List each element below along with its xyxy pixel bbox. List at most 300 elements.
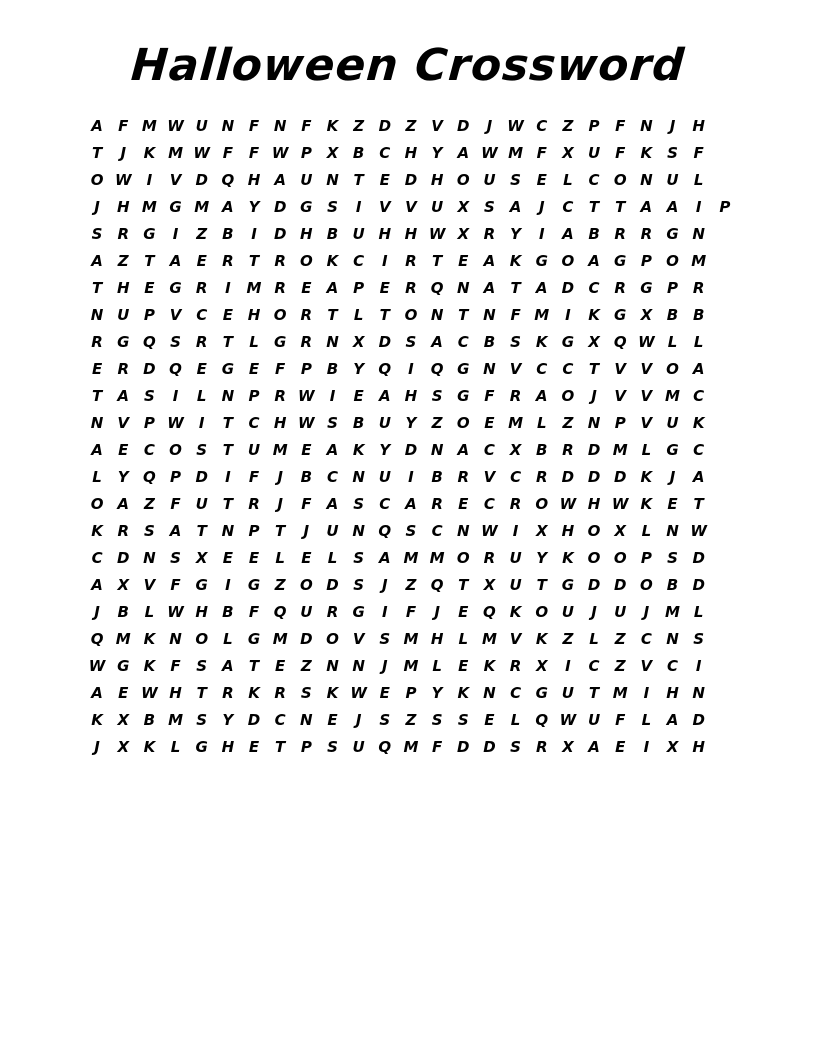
grid-letter: C bbox=[562, 198, 574, 216]
grid-letter: V bbox=[352, 630, 365, 648]
grid-letter: E bbox=[222, 306, 233, 324]
grid-letter: C bbox=[143, 441, 155, 459]
grid-letter: J bbox=[303, 522, 310, 540]
grid-letter: J bbox=[669, 117, 676, 135]
grid-letter: H bbox=[692, 117, 705, 135]
grid-letter: T bbox=[222, 333, 233, 351]
grid-letter: P bbox=[300, 144, 312, 162]
grid-letter: R bbox=[274, 252, 286, 270]
grid-letter: X bbox=[117, 711, 130, 729]
grid-letter: C bbox=[483, 441, 495, 459]
grid-letter: X bbox=[326, 144, 339, 162]
grid-letter: L bbox=[92, 468, 102, 486]
grid-letter: R bbox=[248, 495, 260, 513]
grid-letter: Q bbox=[378, 738, 392, 756]
grid-letter: O bbox=[326, 630, 339, 648]
grid-letter: Z bbox=[614, 657, 626, 675]
grid-letter: W bbox=[88, 657, 106, 675]
grid-letter: W bbox=[193, 144, 210, 162]
grid-letter: Z bbox=[274, 576, 286, 594]
grid-letter: T bbox=[536, 576, 547, 594]
grid-letter: L bbox=[170, 738, 181, 756]
grid-letter: Q bbox=[613, 333, 627, 351]
grid-letter: L bbox=[693, 603, 704, 621]
grid-letter: H bbox=[404, 387, 418, 405]
grid-letter: S bbox=[667, 549, 678, 567]
grid-letter: H bbox=[430, 171, 444, 189]
grid-letter: B bbox=[352, 414, 365, 432]
grid-letter: E bbox=[301, 549, 312, 567]
grid-letter: F bbox=[615, 711, 626, 729]
grid-letter: J bbox=[94, 198, 100, 216]
grid-letter: H bbox=[247, 171, 261, 189]
grid-letter: O bbox=[273, 306, 287, 324]
grid-letter: X bbox=[117, 738, 130, 756]
grid-row bbox=[84, 680, 738, 707]
grid-letter: E bbox=[301, 441, 312, 459]
grid-letter: S bbox=[353, 576, 365, 594]
grid-letter: G bbox=[195, 738, 208, 756]
grid-letter: R bbox=[692, 279, 705, 297]
grid-letter: A bbox=[222, 198, 234, 216]
grid-letter: D bbox=[692, 549, 705, 567]
grid-letter: I bbox=[225, 279, 231, 297]
grid-letter: S bbox=[510, 171, 521, 189]
grid-letter: Z bbox=[614, 630, 626, 648]
grid-letter: T bbox=[327, 306, 338, 324]
grid-letter: R bbox=[509, 657, 522, 675]
grid-letter: A bbox=[535, 387, 548, 405]
grid-letter: Z bbox=[117, 252, 129, 270]
grid-letter: J bbox=[591, 387, 597, 405]
grid-letter: P bbox=[614, 414, 626, 432]
grid-letter: N bbox=[692, 684, 705, 702]
grid-letter: M bbox=[115, 630, 131, 648]
grid-letter: A bbox=[326, 441, 339, 459]
grid-letter: T bbox=[222, 441, 233, 459]
grid-letter: R bbox=[117, 522, 130, 540]
grid-letter: R bbox=[614, 225, 626, 243]
grid-letter: G bbox=[195, 576, 208, 594]
grid-letter: T bbox=[458, 306, 469, 324]
grid-letter: I bbox=[382, 252, 388, 270]
grid-letter: U bbox=[195, 117, 208, 135]
grid-letter: L bbox=[249, 333, 259, 351]
grid-letter: Q bbox=[483, 603, 496, 621]
grid-letter: F bbox=[248, 603, 260, 621]
grid-letter: O bbox=[666, 252, 679, 270]
grid-letter: Q bbox=[143, 468, 156, 486]
grid-letter: N bbox=[326, 333, 339, 351]
grid-letter: F bbox=[170, 495, 181, 513]
grid-letter: K bbox=[91, 522, 103, 540]
grid-letter: D bbox=[195, 171, 208, 189]
grid-letter: E bbox=[458, 657, 469, 675]
grid-letter: A bbox=[509, 198, 522, 216]
grid-row bbox=[84, 626, 738, 653]
grid-letter: A bbox=[91, 252, 103, 270]
grid-letter: U bbox=[509, 549, 522, 567]
grid-letter: T bbox=[510, 279, 521, 297]
grid-row bbox=[84, 437, 738, 464]
grid-letter: Q bbox=[90, 630, 104, 648]
grid-letter: E bbox=[248, 360, 260, 378]
grid-letter: S bbox=[196, 711, 208, 729]
grid-letter: M bbox=[534, 306, 550, 324]
grid-letter: Y bbox=[353, 360, 365, 378]
grid-letter: V bbox=[169, 171, 182, 189]
grid-row bbox=[84, 113, 738, 140]
grid-letter: R bbox=[457, 468, 470, 486]
grid-letter: A bbox=[483, 252, 496, 270]
grid-letter: B bbox=[222, 225, 234, 243]
grid-letter: B bbox=[352, 144, 365, 162]
grid-letter: U bbox=[326, 522, 339, 540]
grid-letter: X bbox=[535, 657, 548, 675]
grid-letter: V bbox=[640, 360, 653, 378]
grid-letter: W bbox=[559, 711, 577, 729]
grid-letter: J bbox=[538, 198, 545, 216]
grid-row bbox=[84, 464, 738, 491]
grid-letter: O bbox=[561, 387, 575, 405]
grid-letter: M bbox=[168, 144, 184, 162]
grid-letter: L bbox=[667, 333, 678, 351]
grid-letter: M bbox=[481, 630, 497, 648]
grid-letter: J bbox=[382, 657, 388, 675]
grid-letter: T bbox=[275, 738, 286, 756]
grid-letter: R bbox=[535, 468, 548, 486]
grid-letter: D bbox=[117, 549, 130, 567]
grid-letter: W bbox=[690, 522, 707, 540]
grid-letter: Y bbox=[379, 441, 391, 459]
grid-letter: K bbox=[640, 495, 653, 513]
grid-letter: P bbox=[640, 549, 652, 567]
grid-letter: L bbox=[589, 630, 599, 648]
grid-letter: D bbox=[195, 468, 208, 486]
grid-letter: H bbox=[430, 630, 444, 648]
grid-letter: T bbox=[588, 198, 600, 216]
grid-letter: C bbox=[457, 333, 469, 351]
grid-letter: S bbox=[379, 630, 391, 648]
grid-letter: L bbox=[641, 711, 652, 729]
grid-letter: R bbox=[222, 252, 234, 270]
grid-letter: Q bbox=[430, 279, 444, 297]
grid-letter: I bbox=[643, 684, 650, 702]
grid-letter: R bbox=[274, 684, 286, 702]
grid-letter: G bbox=[300, 198, 313, 216]
grid-letter: P bbox=[248, 522, 260, 540]
grid-letter: R bbox=[300, 333, 313, 351]
grid-letter: K bbox=[535, 630, 548, 648]
grid-letter: A bbox=[692, 468, 705, 486]
grid-letter: N bbox=[273, 117, 287, 135]
grid-letter: B bbox=[431, 468, 443, 486]
grid-letter: K bbox=[692, 414, 705, 432]
grid-letter: A bbox=[274, 171, 286, 189]
grid-letter: R bbox=[117, 225, 130, 243]
grid-letter: A bbox=[169, 252, 182, 270]
grid-letter: T bbox=[222, 495, 233, 513]
grid-letter: E bbox=[615, 738, 626, 756]
grid-letter: E bbox=[248, 549, 260, 567]
grid-letter: N bbox=[456, 279, 470, 297]
grid-letter: V bbox=[431, 117, 443, 135]
grid-letter: M bbox=[246, 279, 262, 297]
grid-letter: P bbox=[353, 279, 365, 297]
grid-letter: W bbox=[611, 495, 629, 513]
grid-letter: N bbox=[352, 468, 365, 486]
grid-letter: W bbox=[141, 684, 158, 702]
grid-letter: E bbox=[301, 279, 312, 297]
grid-letter: K bbox=[326, 252, 339, 270]
grid-letter: T bbox=[588, 684, 600, 702]
grid-letter: W bbox=[638, 333, 655, 351]
grid-letter: K bbox=[588, 306, 600, 324]
grid-letter: H bbox=[378, 225, 392, 243]
grid-letter: F bbox=[248, 468, 260, 486]
grid-letter: Q bbox=[430, 576, 444, 594]
grid-letter: L bbox=[693, 333, 704, 351]
grid-letter: L bbox=[510, 711, 521, 729]
grid-letter: U bbox=[247, 441, 261, 459]
grid-letter: I bbox=[329, 387, 336, 405]
grid-letter: H bbox=[587, 495, 601, 513]
grid-letter: V bbox=[614, 387, 626, 405]
grid-row bbox=[84, 707, 738, 734]
grid-letter: A bbox=[588, 738, 600, 756]
grid-letter: T bbox=[248, 252, 260, 270]
grid-letter: G bbox=[117, 657, 130, 675]
grid-letter: K bbox=[326, 117, 339, 135]
grid-letter: R bbox=[300, 306, 313, 324]
grid-letter: P bbox=[300, 738, 312, 756]
grid-letter: Y bbox=[248, 198, 260, 216]
grid-letter: U bbox=[561, 684, 574, 702]
grid-letter: Z bbox=[562, 630, 574, 648]
grid-letter: D bbox=[457, 738, 470, 756]
grid-letter: G bbox=[221, 360, 235, 378]
grid-letter: F bbox=[431, 738, 443, 756]
grid-letter: E bbox=[353, 387, 364, 405]
grid-letter: T bbox=[196, 522, 207, 540]
grid-letter: D bbox=[404, 441, 418, 459]
grid-letter: A bbox=[169, 522, 182, 540]
page-title: Halloween Crossword bbox=[129, 40, 687, 91]
grid-letter: E bbox=[275, 657, 286, 675]
grid-letter: V bbox=[483, 468, 496, 486]
grid-letter: T bbox=[196, 684, 207, 702]
grid-letter: T bbox=[379, 306, 390, 324]
grid-letter: D bbox=[613, 468, 627, 486]
grid-letter: N bbox=[221, 387, 235, 405]
grid-letter: O bbox=[535, 495, 549, 513]
grid-letter: V bbox=[640, 387, 653, 405]
grid-letter: K bbox=[640, 468, 653, 486]
grid-letter: C bbox=[196, 306, 208, 324]
grid-letter: J bbox=[355, 711, 362, 729]
grid-letter: N bbox=[666, 522, 679, 540]
grid-letter: W bbox=[559, 495, 577, 513]
grid-letter: N bbox=[352, 522, 365, 540]
grid-letter: Z bbox=[196, 225, 208, 243]
grid-letter: D bbox=[587, 441, 601, 459]
grid-letter: E bbox=[379, 171, 390, 189]
grid-letter: Z bbox=[405, 576, 417, 594]
grid-letter: E bbox=[379, 279, 390, 297]
grid-letter: S bbox=[667, 144, 678, 162]
grid-letter: N bbox=[430, 306, 444, 324]
grid-letter: C bbox=[431, 522, 443, 540]
grid-letter: V bbox=[143, 576, 156, 594]
grid-letter: B bbox=[143, 711, 156, 729]
grid-letter: V bbox=[640, 657, 653, 675]
grid-letter: F bbox=[301, 495, 312, 513]
grid-letter: T bbox=[458, 576, 469, 594]
grid-letter: O bbox=[613, 549, 627, 567]
grid-letter: S bbox=[510, 333, 521, 351]
grid-letter: U bbox=[431, 198, 444, 216]
grid-letter: O bbox=[456, 549, 470, 567]
grid-letter: I bbox=[565, 306, 571, 324]
grid-letter: T bbox=[615, 198, 626, 216]
grid-letter: M bbox=[403, 657, 419, 675]
grid-letter: D bbox=[273, 198, 287, 216]
grid-letter: H bbox=[273, 414, 287, 432]
grid-letter: C bbox=[274, 711, 286, 729]
grid-letter: I bbox=[251, 225, 257, 243]
grid-letter: B bbox=[666, 306, 679, 324]
grid-letter: U bbox=[509, 576, 522, 594]
grid-letter: U bbox=[483, 171, 496, 189]
grid-row bbox=[84, 734, 738, 761]
grid-letter: C bbox=[667, 657, 679, 675]
grid-letter: P bbox=[143, 306, 155, 324]
grid-letter: O bbox=[587, 522, 601, 540]
grid-letter: G bbox=[561, 333, 575, 351]
grid-letter: D bbox=[143, 360, 156, 378]
grid-letter: P bbox=[248, 387, 260, 405]
letter-grid bbox=[84, 113, 738, 761]
grid-letter: X bbox=[195, 549, 208, 567]
grid-letter: W bbox=[428, 225, 446, 243]
grid-letter: A bbox=[483, 279, 496, 297]
grid-letter: O bbox=[456, 414, 470, 432]
grid-letter: Q bbox=[221, 171, 235, 189]
grid-letter: D bbox=[561, 279, 575, 297]
grid-letter: W bbox=[298, 387, 315, 405]
grid-letter: Z bbox=[405, 711, 417, 729]
grid-letter: F bbox=[248, 144, 260, 162]
grid-letter: G bbox=[247, 576, 261, 594]
grid-letter: J bbox=[94, 738, 100, 756]
grid-letter: M bbox=[168, 711, 184, 729]
grid-letter: S bbox=[327, 414, 338, 432]
grid-letter: P bbox=[588, 117, 600, 135]
grid-letter: J bbox=[382, 576, 388, 594]
grid-letter: Z bbox=[431, 414, 443, 432]
grid-letter: A bbox=[117, 387, 130, 405]
grid-letter: H bbox=[116, 279, 130, 297]
grid-row bbox=[84, 194, 738, 221]
grid-letter: K bbox=[143, 144, 156, 162]
grid-letter: I bbox=[695, 198, 702, 216]
grid-letter: E bbox=[667, 495, 678, 513]
grid-letter: Q bbox=[378, 360, 392, 378]
grid-letter: T bbox=[693, 495, 704, 513]
grid-letter: A bbox=[378, 387, 391, 405]
grid-letter: D bbox=[378, 117, 392, 135]
grid-letter: E bbox=[327, 711, 338, 729]
grid-letter: K bbox=[326, 684, 339, 702]
grid-letter: R bbox=[562, 441, 574, 459]
grid-letter: W bbox=[167, 414, 184, 432]
grid-letter: G bbox=[666, 441, 679, 459]
grid-letter: E bbox=[484, 414, 495, 432]
grid-letter: K bbox=[352, 441, 365, 459]
grid-letter: G bbox=[274, 333, 287, 351]
grid-letter: E bbox=[91, 360, 103, 378]
grid-letter: T bbox=[91, 279, 103, 297]
grid-letter: G bbox=[117, 333, 130, 351]
grid-letter: B bbox=[326, 225, 339, 243]
grid-letter: N bbox=[430, 441, 444, 459]
grid-row bbox=[84, 545, 738, 572]
grid-letter: I bbox=[355, 198, 362, 216]
grid-letter: J bbox=[434, 603, 440, 621]
grid-letter: I bbox=[643, 738, 650, 756]
grid-row bbox=[84, 410, 738, 437]
grid-letter: I bbox=[408, 360, 414, 378]
grid-letter: B bbox=[483, 333, 496, 351]
grid-letter: E bbox=[196, 360, 207, 378]
grid-letter: V bbox=[405, 198, 417, 216]
grid-letter: C bbox=[640, 630, 652, 648]
grid-letter: R bbox=[614, 279, 626, 297]
grid-letter: S bbox=[196, 657, 208, 675]
grid-letter: J bbox=[591, 603, 597, 621]
grid-letter: I bbox=[695, 657, 702, 675]
grid-letter: A bbox=[692, 360, 705, 378]
grid-letter: A bbox=[405, 495, 417, 513]
grid-row bbox=[84, 599, 738, 626]
grid-letter: S bbox=[170, 549, 181, 567]
grid-letter: M bbox=[403, 630, 419, 648]
grid-letter: S bbox=[196, 441, 208, 459]
grid-letter: K bbox=[509, 252, 522, 270]
grid-letter: O bbox=[299, 576, 313, 594]
grid-letter: R bbox=[117, 360, 130, 378]
grid-letter: R bbox=[195, 279, 208, 297]
grid-letter: L bbox=[563, 171, 573, 189]
grid-letter: P bbox=[667, 279, 679, 297]
grid-letter: N bbox=[587, 414, 601, 432]
grid-letter: D bbox=[378, 333, 392, 351]
grid-letter: D bbox=[247, 711, 261, 729]
grid-letter: P bbox=[640, 252, 652, 270]
grid-letter: N bbox=[640, 171, 653, 189]
grid-letter: G bbox=[169, 279, 182, 297]
grid-letter: A bbox=[326, 495, 339, 513]
grid-row bbox=[84, 518, 738, 545]
grid-letter: V bbox=[378, 198, 391, 216]
grid-letter: E bbox=[379, 684, 390, 702]
grid-row bbox=[84, 275, 738, 302]
grid-letter: B bbox=[692, 306, 705, 324]
grid-letter: D bbox=[273, 225, 287, 243]
grid-letter: L bbox=[196, 387, 207, 405]
grid-letter: C bbox=[379, 144, 391, 162]
grid-letter: X bbox=[562, 738, 574, 756]
